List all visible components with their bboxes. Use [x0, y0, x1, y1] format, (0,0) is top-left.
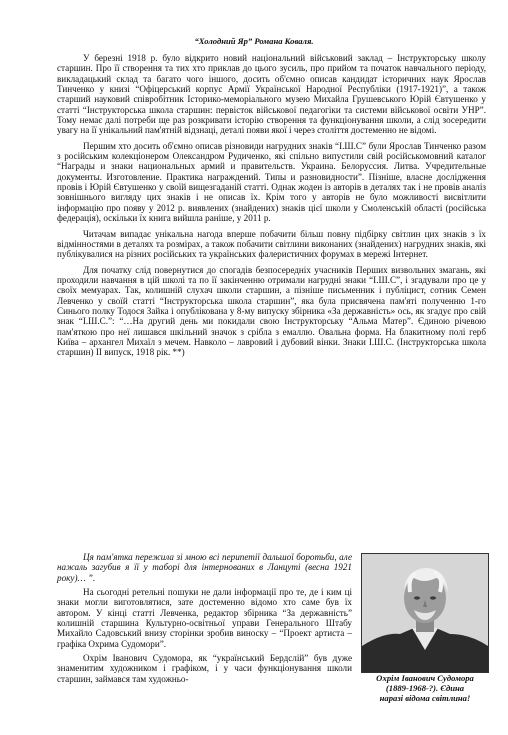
page-header: “Холодний Яр” Романа Коваля.: [194, 36, 314, 46]
paragraph-1: У березні 1918 р. було відкрито новий національний військовий заклад – Інструкторську школу старшин. Про її створення та тих хто приклав до цього зусиль, про прийом та початок навчального періоду, викладацький склад та багато чого іншого, досить об'ємно описав кандидат історичних наук Ярослав Тинченко у книзі “Офіцерський корпус Армії Української Народної Республіки (1917-1921)”, а також старший науковий співробітник Історико-меморіального музею Михайла Грушевського Юрій Євтушенко у статті “Інструкторська школа старшин: первісток військової педагогіки та системи військової освіти УНР”. Тому немає далі потреби ще раз розкривати історію створення та функціонування школи, а слід зосередити увагу на її унікальний пам'ятній відзнаці, деталі появи якої і через століття достеменно не відомі.: [57, 53, 486, 136]
paragraph-4: Для початку слід повернутися до спогадів безпосередніх учасників Перших визвольних змагань, які проходили навчання в цій школі та по її закінченню отримали нагрудні знаки “І.Ш.С”, і згадували про це у своїх мемуарах. Так, колишній слухач школи старшин, а пізніше письменник і публіцист, сотник Семен Левченко у своїй статті “Інструкторська школа старшин”, яка була присвячена пам'яті полученню 1-го Синього полку Тодося Зайка і опублікована у 8-му випуску збірника «За державність» ось, як згадує про свій знак “І.Ш.С.”: “…На другий день ми покидали свою Інструкторську “Альма Матер”. Єдиною річевою пам'яткою про неї лишався шкільний значок з срібла з емаллю. Овальна форма. На блакитному полі герб Київа – архангел Михаїл з мечем. Навколо – лавровий і дубовий вінки. Знаки І.Ш.С. (Інструкторська школа старшин) II випуск, 1918 рік. **): [57, 264, 486, 358]
portrait-photo-icon: [362, 554, 488, 672]
photo-caption: [356, 673, 494, 703]
paragraph-3: Читачам випадає унікальна нагода вперше побачити більш повну підбірку світлин цих знаків з їх відмінностями в деталях та розмірах, а також побачити світлини виконаних (знайдених) нагрудних знаків, які публікувалися на різних російських та українських фалеристичних форумах в мережі Інтернет.: [57, 228, 486, 260]
paragraph-2: Першим хто досить об'ємно описав різновиди нагрудних знаків “І.Ш.С” були Ярослав Тинченко разом з російським колекціонером Олександром Рудиченко, які спільно випустили свій російськомовний каталог “Награды и знаки национальных армий и правительств. Украина. Белоруссия. Литва. Учредительные документы. Изготовление. Практика награждений. Типы и разновидности”. Пізніше, власне дослідження провів і Юрій Євтушенко у своїй вищезгаданій статті. Однак жоден із авторів в деталях так і не провів аналіз зовнішнього вигляду цих знаків і не описав їх. Крім того у авторів не було можливості висвітлити інформацію про появу у 2012 р. виявлених (знайдених) знаків цієї школи у Смоленській області (російська федерація), оскільки їх книга вийшла раніше, у 2011 р.: [57, 140, 486, 224]
portrait-photo: [361, 553, 489, 673]
quote-paragraph: Ця пам'ятка пережила зі мною всі перипетії дальшої боротьби, але нажаль загубив я її у таборі для інтернованих в Ланцуті (весна 1921 року)… ”.: [57, 552, 352, 583]
caption-note: наразі відома світлина!: [379, 693, 471, 703]
paragraph-6: Охрім Іванович Судомора, як “український Бердслій” був дуже знаменитим художником і графіком, і у часи функціонування школи старшин, займався там художньо-: [57, 653, 352, 684]
paragraph-5: На сьогодні ретельні пошуки не дали інформації про те, де і ким ці знаки могли виготовлятися, зате достеменно відомо хто саме був їх автором. У кінці статті Левченка, редактор збірника “За державність” колишній старшина Культурно-освітньої управи Генерального Штабу Михайло Садовський внизу сторінки зробив виноску – “Проект артиста – графіка Охрима Судомори”.: [57, 587, 352, 649]
caption-years: (1889-1968-?). Єдина: [385, 683, 465, 693]
main-text: [57, 53, 486, 363]
wrapped-text: [57, 552, 352, 688]
caption-name: Охрім Іванович Судомора: [376, 673, 474, 683]
